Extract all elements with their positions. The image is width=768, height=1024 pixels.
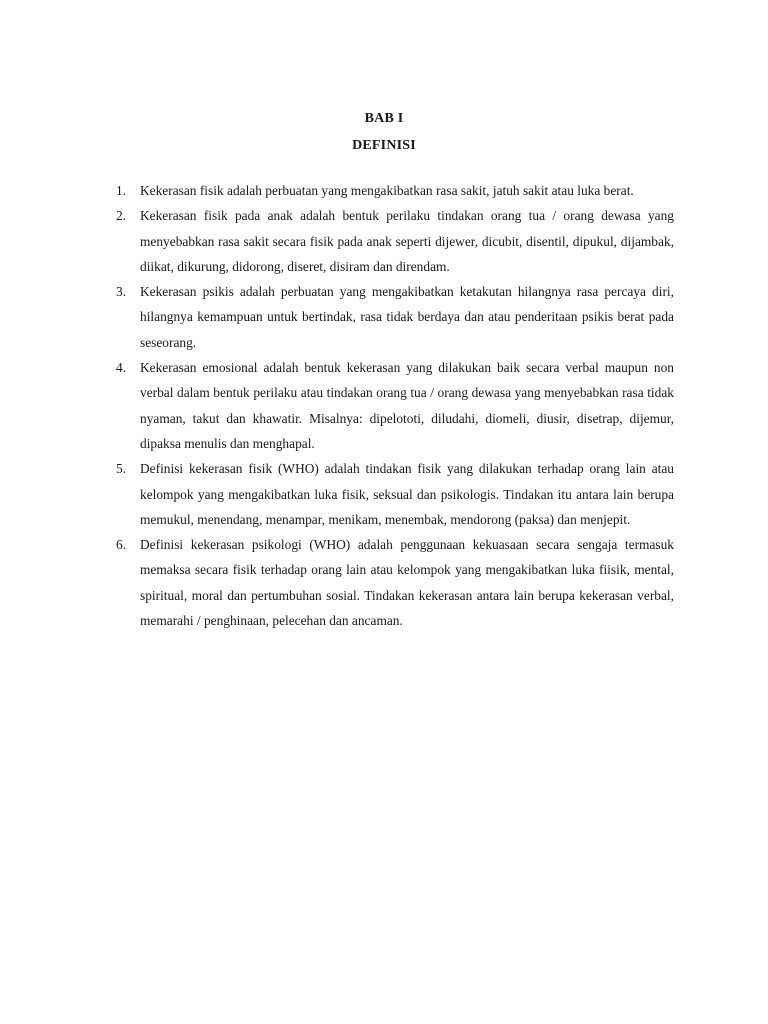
item-text: Definisi kekerasan psikologi (WHO) adalah penggunaan kekuasaan secara sengaja termasuk memaksa secara fisik terhadap orang lain atau kelompok yang mengakibatkan luka fiisik, mental, spiritual, moral dan pertumbuhan sosial. Tindakan kekerasan antara lain berupa kekerasan verbal, memarahi / penghinaan, pelecehan dan ancaman. (140, 537, 674, 629)
item-number: 2. (116, 208, 127, 224)
list-item (116, 532, 674, 633)
list-item (116, 355, 674, 456)
item-number: 4. (116, 360, 127, 376)
chapter-heading: BAB I (364, 111, 404, 126)
list-item (116, 279, 674, 355)
item-text: Kekerasan psikis adalah perbuatan yang mengakibatkan ketakutan hilangnya rasa percaya diri, hilangnya kemampuan untuk bertindak, rasa tidak berdaya dan atau penderitaan psikis berat pada seseorang. (140, 284, 674, 350)
item-number: 6. (116, 537, 127, 553)
item-number: 5. (116, 461, 127, 477)
item-number: 3. (116, 284, 127, 300)
item-text: Kekerasan fisik adalah perbuatan yang mengakibatkan rasa sakit, jatuh sakit atau luka berat. (140, 183, 634, 198)
section-title: DEFINISI (352, 138, 416, 153)
list-item (116, 178, 674, 203)
list-item (116, 203, 674, 279)
item-number: 1. (116, 183, 127, 198)
definition-list (116, 178, 674, 633)
list-item (116, 456, 674, 532)
item-text: Kekerasan emosional adalah bentuk kekerasan yang dilakukan baik secara verbal maupun non verbal dalam bentuk perilaku atau tindakan orang tua / orang dewasa yang menyebabkan rasa tidak nyaman, takut dan khawatir. Misalnya: dipelototi, diludahi, diomeli, diusir, disetrap, dijemur, dipaksa menulis dan menghapal. (140, 360, 674, 451)
item-text: Kekerasan fisik pada anak adalah bentuk perilaku tindakan orang tua / orang dewasa yang menyebabkan rasa sakit secara fisik pada anak seperti dijewer, dicubit, disentil, dipukul, dijambak, diikat, dikurung, didorong, diseret, disiram dan direndam. (140, 208, 674, 274)
item-text: Definisi kekerasan fisik (WHO) adalah tindakan fisik yang dilakukan terhadap orang lain atau kelompok yang mengakibatkan luka fisik, seksual dan psikologis. Tindakan itu antara lain berupa memukul, menendang, menampar, menikam, menembak, mendorong (paksa) dan menjepit. (140, 461, 674, 527)
